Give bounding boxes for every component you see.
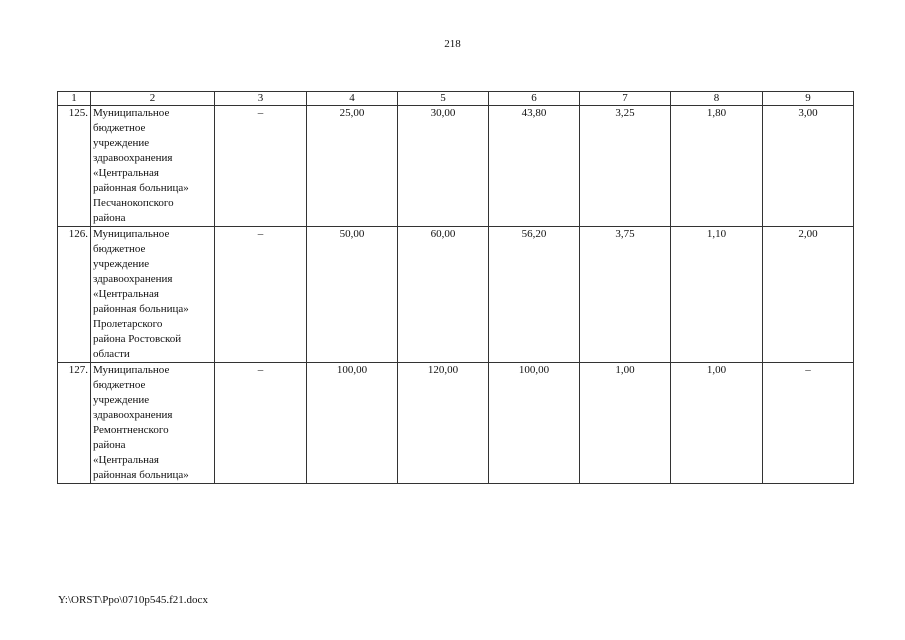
cell-col5: 120,00	[398, 363, 489, 484]
cell-col3: –	[215, 106, 307, 227]
cell-col9: –	[763, 363, 854, 484]
cell-col8: 1,80	[671, 106, 763, 227]
row-number: 127.	[58, 363, 91, 484]
column-header: 7	[580, 92, 671, 106]
column-header: 3	[215, 92, 307, 106]
footer-file-path: Y:\ORST\Ppo\0710p545.f21.docx	[58, 594, 208, 606]
page-number: 218	[444, 38, 461, 50]
table-row	[58, 106, 854, 227]
cell-col6: 56,20	[489, 227, 580, 363]
cell-col3: –	[215, 227, 307, 363]
cell-col8: 1,00	[671, 363, 763, 484]
cell-col5: 60,00	[398, 227, 489, 363]
cell-col3: –	[215, 363, 307, 484]
column-header: 6	[489, 92, 580, 106]
cell-col4: 100,00	[307, 363, 398, 484]
institution-name: Муниципальное бюджетное учреждение здравоохранения «Центральная районная больница» Пролетарского района Ростовской области	[91, 227, 215, 363]
table-row	[58, 227, 854, 363]
institution-name: Муниципальное бюджетное учреждение здравоохранения «Центральная районная больница» Песчанокопского района	[91, 106, 215, 227]
cell-col6: 43,80	[489, 106, 580, 227]
cell-col4: 25,00	[307, 106, 398, 227]
cell-col6: 100,00	[489, 363, 580, 484]
row-number: 125.	[58, 106, 91, 227]
table-row	[58, 363, 854, 484]
cell-col7: 1,00	[580, 363, 671, 484]
cell-col7: 3,75	[580, 227, 671, 363]
cell-col4: 50,00	[307, 227, 398, 363]
column-header: 2	[91, 92, 215, 106]
cell-col7: 3,25	[580, 106, 671, 227]
column-header: 5	[398, 92, 489, 106]
column-header: 9	[763, 92, 854, 106]
cell-col5: 30,00	[398, 106, 489, 227]
data-table	[57, 91, 854, 484]
header-row	[58, 92, 854, 106]
institution-name: Муниципальное бюджетное учреждение здравоохранения Ремонтненского района «Центральная районная больница»	[91, 363, 215, 484]
cell-col9: 3,00	[763, 106, 854, 227]
cell-col9: 2,00	[763, 227, 854, 363]
cell-col8: 1,10	[671, 227, 763, 363]
row-number: 126.	[58, 227, 91, 363]
column-header: 1	[58, 92, 91, 106]
column-header: 8	[671, 92, 763, 106]
column-header: 4	[307, 92, 398, 106]
